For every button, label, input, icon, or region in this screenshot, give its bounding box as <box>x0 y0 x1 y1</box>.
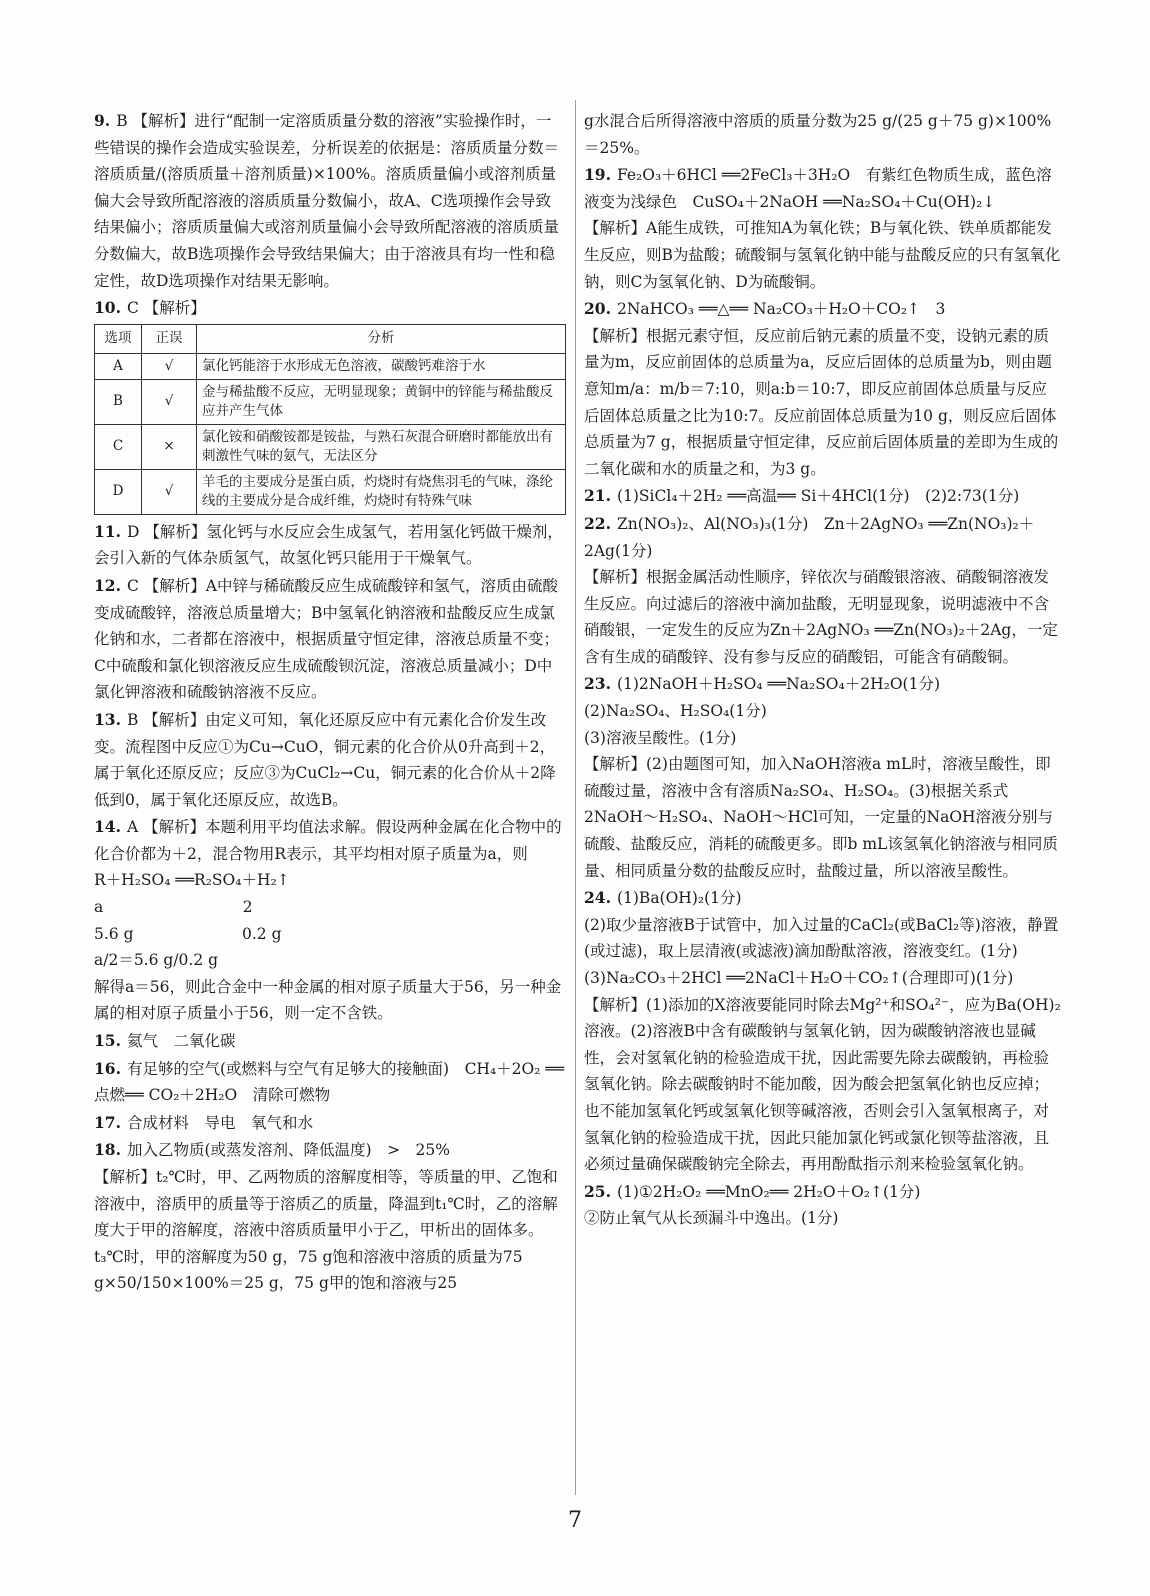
sub-answer: (2)取少量溶液B于试管中，加入过量的CaCl₂(或BaCl₂等)溶液，静置(或过滤)，取上层清液(或滤液)滴加酚酞溶液，溶液变红。(1分) <box>584 915 1059 961</box>
answer-9: 9. B 【解析】进行“配制一定溶质质量分数的溶液”实验操作时，一些错误的操作会造成实验误差，分析误差的依据是：溶质质量分数＝溶质质量/(溶质质量＋溶剂质量)×100%。溶质质量偏小或溶剂质量偏大会导致所配溶液的溶质质量分数偏小，故A、C选项操作会导致结果偏小；溶质质量偏大或溶剂质量偏小会导致所配溶液的溶质质量分数偏大，故B选项操作会导致结果偏大；由于溶液具有均一性和稳定性，故D选项操作对结果无影响。 <box>94 111 560 290</box>
equation-line: R＋H₂SO₄ ══R₂SO₄＋H₂↑ <box>94 871 290 890</box>
table-header-row <box>95 324 566 353</box>
analysis-text: 【解析】A能生成铁，可推知A为氧化铁；B与氧化铁、铁单质都能发生反应，则B为盐酸；硫酸铜与氢氧化钠中能与盐酸反应的只有氢氧化钠，则C为氢氧化钠、D为硫酸铜。 <box>584 219 1061 291</box>
conclusion-line: 解得a＝56，则此合金中一种金属的相对原子质量大于56，另一种金属的相对原子质量小于56，则一定不含铁。 <box>94 977 562 1023</box>
table-row <box>95 469 566 514</box>
sub-answer: (3)溶液呈酸性。(1分) <box>584 728 737 747</box>
table-cell-analysis: 金与稀盐酸不反应，无明显现象；黄铜中的锌能与稀盐酸反应并产生气体 <box>197 379 566 424</box>
table-cell-analysis: 氯化钙能溶于水形成无色溶液，碳酸钙难溶于水 <box>197 353 566 379</box>
answer-12: 12. C 【解析】A中锌与稀硫酸反应生成硫酸锌和氢气，溶质由硫酸变成硫酸锌，溶液总质量增大；B中氢氧化钠溶液和盐酸反应生成氯化钠和水，二者都在溶液中，根据质量守恒定律，溶液总质量不变；C中硫酸和氯化钡溶液反应生成硫酸钡沉淀，溶液总质量减小；D中氯化钾溶液和硫酸钠溶液不反应。 <box>94 575 560 702</box>
table-header-option: 选项 <box>95 324 142 353</box>
answer-11: 11. D 【解析】氢化钙与水反应会生成氢气，若用氢化钙做干燥剂，会引入新的气体杂质氢气，故氢化钙只能用于干燥氧气。 <box>94 521 563 568</box>
table-cell-option: A <box>95 353 142 379</box>
answer-23: 23. (1)2NaOH＋H₂SO₄ ══Na₂SO₄＋2H₂O(1分) (2)Na₂SO₄、H₂SO₄(1分) (3)溶液呈酸性。(1分) 【解析】(2)由题图可知，加入NaOH溶液a mL时，溶液呈酸性，即硫酸过量，溶液中含有溶质Na₂SO₄、H₂SO₄。(3)根据关系式2NaOH～H₂SO₄、NaOH～HCl可知，一定量的NaOH溶液分别与硫酸、盐酸反应，消耗的硫酸更多。即b mL该氢氧化钠溶液与相同质量、相同质量分数的盐酸反应时，盐酸过量，所以溶液呈酸性。 <box>584 671 1062 884</box>
answer-10: 10. C 【解析】 <box>94 298 206 318</box>
table-header-verdict: 正误 <box>142 324 197 353</box>
answer-19: 19. Fe₂O₃＋6HCl ══2FeCl₃＋3H₂O 有紫红色物质生成，蓝色溶液变为浅绿色 CuSO₄＋2NaOH ══Na₂SO₄＋Cu(OH)₂↓ 【解析】A能生成铁，可推知A为氧化铁；B与氧化铁、铁单质都能发生反应，则B为盐酸；硫酸铜与氢氧化钠中能与盐酸反应的只有氢氧化钠，则C为氢氧化钠、D为硫酸铜。 <box>584 162 1062 295</box>
analysis-text: 【解析】(1)添加的X溶液要能同时除去Mg²⁺和SO₄²⁻，应为Ba(OH)₂溶液。(2)溶液B中含有碳酸钠与氢氧化钠，因为碳酸钠溶液也显碱性，会对氢氧化钠的检验造成干扰，因此需要先除去碳酸钠，再检验氢氧化钠。除去碳酸钠时不能加酸，因为酸会把氢氧化钠也反应掉；也不能加氢氧化钙或氢氧化钡等碱溶液，否则会引入氢氧根离子，对氢氧化钠的检验造成干扰，因此只能加氯化钙或氯化钡等盐溶液，且必须过量确保碳酸钠完全除去，再用酚酞指示剂来检验氢氧化钠。 <box>584 995 1061 1174</box>
equation-line: a/2＝5.6 g/0.2 g <box>94 951 219 970</box>
answer-16: 16. 有足够的空气(或燃料与空气有足够大的接触面) CH₄＋2O₂ ══点燃══ CO₂＋2H₂O 清除可燃物 <box>94 1058 565 1105</box>
table-cell-option: B <box>95 379 142 424</box>
table-cell-verdict: × <box>142 424 197 469</box>
table-cell-analysis: 氯化铵和硝酸铵都是铵盐，与熟石灰混合研磨时都能放出有刺激性气味的氨气，无法区分 <box>197 424 566 469</box>
equation-line: a 2 <box>94 898 253 917</box>
sub-answer: (2)Na₂SO₄、H₂SO₄(1分) <box>584 702 767 721</box>
answer-18: 18. 加入乙物质(或蒸发溶剂、降低温度) > 25% 【解析】t₂℃时，甲、乙两物质的溶解度相等，等质量的甲、乙饱和溶液中，溶质甲的质量等于溶质乙的质量，降温到t₁℃时，乙的溶解度大于甲的溶解度，溶液中溶质质量甲小于乙，甲析出的固体多。t₃℃时，甲的溶解度为50 g，75 g饱和溶液中溶质的质量为75 g×50/150×100%＝25 g，75 g甲的饱和溶液与25 <box>94 1137 566 1297</box>
table-cell-verdict: √ <box>142 353 197 379</box>
table-row <box>95 379 566 424</box>
analysis-text: 【解析】根据金属活动性顺序，锌依次与硝酸银溶液、硝酸铜溶液发生反应。向过滤后的溶液中滴加盐酸，无明显现象，说明滤液中不含硝酸银，一定发生的反应为Zn＋2AgNO₃ ══Zn(NO₃)₂＋2Ag，一定含有生成的硝酸锌、没有参与反应的硝酸铝，可能含有硝酸铜。 <box>584 568 1058 666</box>
table-header-analysis: 分析 <box>197 324 566 353</box>
table-row <box>95 424 566 469</box>
right-column <box>584 108 1062 1232</box>
analysis-text: 【解析】(2)由题图可知，加入NaOH溶液a mL时，溶液呈酸性，即硫酸过量，溶液中含有溶质Na₂SO₄、H₂SO₄。(3)根据关系式2NaOH～H₂SO₄、NaOH～HCl可知，一定量的NaOH溶液分别与硫酸、盐酸反应，消耗的硫酸更多。即b mL该氢氧化钠溶液与相同质量、相同质量分数的盐酸反应时，盐酸过量，所以溶液呈酸性。 <box>584 755 1058 880</box>
equation-line: 5.6 g 0.2 g <box>94 924 282 943</box>
answer-18-continued: g水混合后所得溶液中溶质的质量分数为25 g/(25 g＋75 g)×100%＝25%。 <box>584 112 1052 157</box>
analysis-table <box>94 324 566 515</box>
answer-13: 13. B 【解析】由定义可知，氧化还原反应中有元素化合价发生改变。流程图中反应①为Cu→CuO，铜元素的化合价从0升高到＋2，属于氧化还原反应；反应③为CuCl₂→Cu，铜元素的化合价从＋2降低到0，属于氧化还原反应，故选B。 <box>94 709 556 809</box>
answer-22: 22. Zn(NO₃)₂、Al(NO₃)₃(1分) Zn＋2AgNO₃ ══Zn(NO₃)₂＋2Ag(1分) 【解析】根据金属活动性顺序，锌依次与硝酸银溶液、硝酸铜溶液发生反应。向过滤后的溶液中滴加盐酸，无明显现象，说明滤液中不含硝酸银，一定发生的反应为Zn＋2AgNO₃ ══Zn(NO₃)₂＋2Ag，一定含有生成的硝酸锌、没有参与反应的硝酸铝，可能含有硝酸铜。 <box>584 511 1062 671</box>
answer-15: 15. 氦气 二氧化碳 <box>94 1031 236 1051</box>
table-cell-option: C <box>95 424 142 469</box>
answer-24: 24. (1)Ba(OH)₂(1分) (2)取少量溶液B于试管中，加入过量的CaCl₂(或BaCl₂等)溶液，静置(或过滤)，取上层清液(或滤液)滴加酚酞溶液，溶液变红。(1分) (3)Na₂CO₃＋2HCl ══2NaCl＋H₂O＋CO₂↑(合理即可)(1分) 【解析】(1)添加的X溶液要能同时除去Mg²⁺和SO₄²⁻，应为Ba(OH)₂溶液。(2)溶液B中含有碳酸钠与氢氧化钠，因为碳酸钠溶液也显碱性，会对氢氧化钠的检验造成干扰，因此需要先除去碳酸钠，再检验氢氧化钠。除去碳酸钠时不能加酸，因为酸会把氢氧化钠也反应掉；也不能加氢氧化钙或氢氧化钡等碱溶液，否则会引入氢氧根离子，对氢氧化钠的检验造成干扰，因此只能加氯化钙或氯化钡等盐溶液，且必须过量确保碳酸钠完全除去，再用酚酞指示剂来检验氢氧化钠。 <box>584 885 1062 1178</box>
column-divider <box>575 100 576 1495</box>
table-cell-analysis: 羊毛的主要成分是蛋白质，灼烧时有烧焦羽毛的气味，涤纶线的主要成分是合成纤维，灼烧时有特殊气味 <box>197 469 566 514</box>
answer-20: 20. 2NaHCO₃ ══△══ Na₂CO₃＋H₂O＋CO₂↑ 3 【解析】根据元素守恒，反应前后钠元素的质量不变，设钠元素的质量为m，反应前固体的总质量为a，反应后固体的总质量为b，则由题意知m/a：m/b＝7:10，则a:b＝10:7，即反应前固体总质量与反应后固体总质量之比为10:7。反应前固体总质量为10 g，则反应后固体总质量为7 g，根据质量守恒定律，反应前后固体质量的差即为生成的二氧化碳和水的质量之和，为3 g。 <box>584 296 1062 482</box>
table-cell-verdict: √ <box>142 469 197 514</box>
analysis-text: 【解析】根据元素守恒，反应前后钠元素的质量不变，设钠元素的质量为m，反应前固体的总质量为a，反应后固体的总质量为b，则由题意知m/a：m/b＝7:10，则a:b＝10:7，即反应前固体总质量与反应后固体总质量之比为10:7。反应前固体总质量为10 g，则反应后固体总质量为7 g，根据质量守恒定律，反应前后固体质量的差即为生成的二氧化碳和水的质量之和，为3 g。 <box>584 326 1059 478</box>
answer-21: 21. (1)SiCl₄＋2H₂ ══高温══ Si＋4HCl(1分) (2)2:73(1分) <box>584 486 1020 506</box>
analysis-text: 【解析】t₂℃时，甲、乙两物质的溶解度相等，等质量的甲、乙饱和溶液中，溶质甲的质量等于溶质乙的质量，降温到t₁℃时，乙的溶解度大于甲的溶解度，溶液中溶质质量甲小于乙，甲析出的固体多。t₃℃时，甲的溶解度为50 g，75 g饱和溶液中溶质的质量为75 g×50/150×100%＝25 g，75 g甲的饱和溶液与25 <box>94 1168 558 1293</box>
answer-17: 17. 合成材料 导电 氧气和水 <box>94 1112 313 1132</box>
sub-answer: ②防止氧气从长颈漏斗中逸出。(1分) <box>584 1209 839 1228</box>
answer-14: 14. A 【解析】本题利用平均值法求解。假设两种金属在化合物中的化合价都为＋2，混合物用R表示，其平均相对原子质量为a，则 R＋H₂SO₄ ══R₂SO₄＋H₂↑ a 2 5.6 g 0.2 g a/2＝5.6 g/0.2 g 解得a＝56，则此合金中一种金属的相对原子质量大于56，另一种金属的相对原子质量小于56，则一定不含铁。 <box>94 814 566 1027</box>
sub-answer: (3)Na₂CO₃＋2HCl ══2NaCl＋H₂O＋CO₂↑(合理即可)(1分) <box>584 969 1014 987</box>
answer-25: 25. (1)①2H₂O₂ ══MnO₂══ 2H₂O＋O₂↑(1分) ②防止氧气从长颈漏斗中逸出。(1分) <box>584 1179 1062 1232</box>
table-cell-verdict: √ <box>142 379 197 424</box>
table-row <box>95 353 566 379</box>
left-column <box>94 108 566 1297</box>
page-number: 7 <box>568 1508 582 1533</box>
table-cell-option: D <box>95 469 142 514</box>
